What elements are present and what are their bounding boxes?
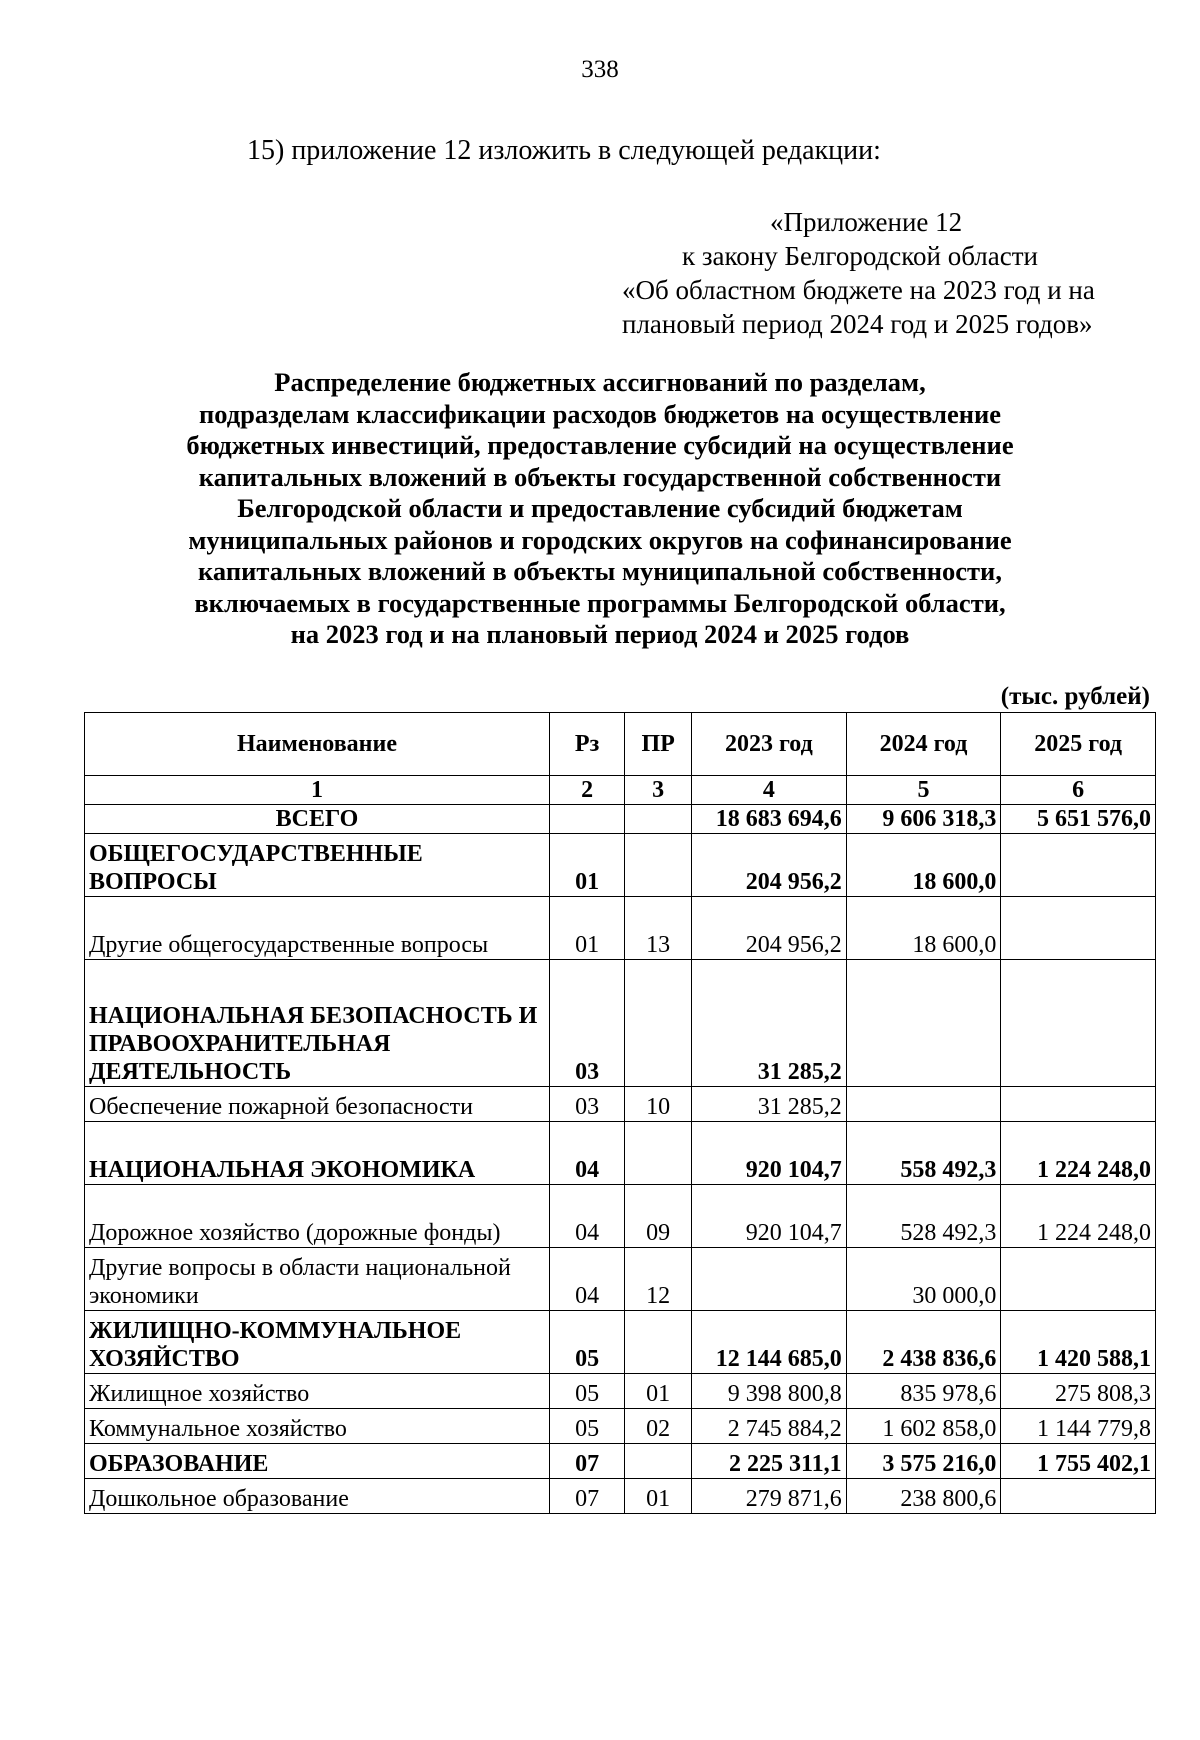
row-rz: 05 xyxy=(549,1374,624,1409)
table-row xyxy=(85,960,1156,1087)
row-value-2025 xyxy=(1001,1248,1156,1311)
row-value-2023: 204 956,2 xyxy=(692,834,847,897)
row-value-2024: 238 800,6 xyxy=(846,1479,1001,1514)
row-value-2025: 1 224 248,0 xyxy=(1001,1122,1156,1185)
row-value-2024 xyxy=(846,960,1001,1087)
title-line: подразделам классификации расходов бюджетов на осуществление xyxy=(198,398,1002,429)
row-pr xyxy=(625,805,692,834)
row-value-2025: 1 420 588,1 xyxy=(1001,1311,1156,1374)
row-pr: 01 xyxy=(625,1374,692,1409)
row-rz: 07 xyxy=(549,1479,624,1514)
appendix-line: «Об областном бюджете на 2023 год и на xyxy=(622,275,1095,305)
row-name: ОБЩЕГОСУДАРСТВЕННЫЕ ВОПРОСЫ xyxy=(85,834,550,897)
row-value-2025 xyxy=(1001,1087,1156,1122)
title-line: Распределение бюджетных ассигнований по разделам, xyxy=(274,367,926,397)
row-value-2025 xyxy=(1001,834,1156,897)
intro-text: 15) приложение 12 изложить в следующей редакции: xyxy=(247,135,881,166)
row-value-2023: 920 104,7 xyxy=(692,1185,847,1248)
row-value-2023: 204 956,2 xyxy=(692,897,847,960)
index-cell: 3 xyxy=(625,776,692,805)
header-pr: ПР xyxy=(625,713,692,776)
document-title xyxy=(160,367,1040,651)
table-row xyxy=(85,1248,1156,1311)
table-row xyxy=(85,1087,1156,1122)
row-pr: 02 xyxy=(625,1409,692,1444)
row-rz: 07 xyxy=(549,1444,624,1479)
row-value-2025 xyxy=(1001,1479,1156,1514)
row-pr xyxy=(625,960,692,1087)
row-value-2024: 18 600,0 xyxy=(846,897,1001,960)
appendix-line: к закону Белгородской области xyxy=(682,241,1038,271)
row-value-2023: 2 225 311,1 xyxy=(692,1444,847,1479)
row-name: Дошкольное образование xyxy=(85,1479,550,1514)
title-line: Белгородской области и предоставление субсидий бюджетам xyxy=(237,493,963,523)
row-name: Дорожное хозяйство (дорожные фонды) xyxy=(85,1185,550,1248)
table-row xyxy=(85,897,1156,960)
row-value-2023: 18 683 694,6 xyxy=(692,805,847,834)
row-value-2024: 558 492,3 xyxy=(846,1122,1001,1185)
row-value-2023: 31 285,2 xyxy=(692,1087,847,1122)
row-value-2025: 1 224 248,0 xyxy=(1001,1185,1156,1248)
table-row xyxy=(85,1185,1156,1248)
row-value-2023: 9 398 800,8 xyxy=(692,1374,847,1409)
row-value-2023: 31 285,2 xyxy=(692,960,847,1087)
header-rz: Рз xyxy=(549,713,624,776)
row-value-2025: 1 144 779,8 xyxy=(1001,1409,1156,1444)
row-rz: 05 xyxy=(549,1311,624,1374)
row-name: Жилищное хозяйство xyxy=(85,1374,550,1409)
title-line: на 2023 год и на плановый период 2024 и 2025 годов xyxy=(290,619,910,649)
row-name: ОБРАЗОВАНИЕ xyxy=(85,1444,550,1479)
row-value-2024: 2 438 836,6 xyxy=(846,1311,1001,1374)
row-value-2024: 30 000,0 xyxy=(846,1248,1001,1311)
table-row xyxy=(85,1444,1156,1479)
row-value-2025 xyxy=(1001,960,1156,1087)
row-rz: 01 xyxy=(549,834,624,897)
row-value-2023: 12 144 685,0 xyxy=(692,1311,847,1374)
header-name: Наименование xyxy=(85,713,550,776)
row-rz: 04 xyxy=(549,1248,624,1311)
row-name: НАЦИОНАЛЬНАЯ ЭКОНОМИКА xyxy=(85,1122,550,1185)
table-row xyxy=(85,834,1156,897)
row-rz: 01 xyxy=(549,897,624,960)
row-rz: 03 xyxy=(549,960,624,1087)
row-rz: 04 xyxy=(549,1122,624,1185)
row-value-2024: 9 606 318,3 xyxy=(846,805,1001,834)
page-number: 338 xyxy=(581,56,619,83)
row-pr xyxy=(625,1311,692,1374)
row-pr: 01 xyxy=(625,1479,692,1514)
row-pr xyxy=(625,1444,692,1479)
row-name: ЖИЛИЩНО-КОММУНАЛЬНОЕ ХОЗЯЙСТВО xyxy=(85,1311,550,1374)
row-name: Коммунальное хозяйство xyxy=(85,1409,550,1444)
row-rz: 03 xyxy=(549,1087,624,1122)
row-pr: 12 xyxy=(625,1248,692,1311)
table-row xyxy=(85,1409,1156,1444)
title-line: капитальных вложений в объекты государственной собственности xyxy=(198,461,1002,492)
title-line: включаемых в государственные программы Белгородской области, xyxy=(194,587,1006,618)
row-rz xyxy=(549,805,624,834)
row-pr: 09 xyxy=(625,1185,692,1248)
row-value-2024: 835 978,6 xyxy=(846,1374,1001,1409)
index-row xyxy=(85,776,1156,805)
budget-table xyxy=(84,712,1156,1514)
row-value-2023: 2 745 884,2 xyxy=(692,1409,847,1444)
table-row xyxy=(85,805,1156,834)
row-name: Другие общегосударственные вопросы xyxy=(85,897,550,960)
row-value-2024: 18 600,0 xyxy=(846,834,1001,897)
row-value-2024 xyxy=(846,1087,1001,1122)
row-name: Обеспечение пожарной безопасности xyxy=(85,1087,550,1122)
index-cell: 4 xyxy=(692,776,847,805)
row-value-2023: 279 871,6 xyxy=(692,1479,847,1514)
header-row xyxy=(85,713,1156,776)
appendix-reference xyxy=(600,205,1120,341)
row-value-2025 xyxy=(1001,897,1156,960)
row-rz: 05 xyxy=(549,1409,624,1444)
row-pr xyxy=(625,834,692,897)
title-line: бюджетных инвестиций, предоставление субсидий на осуществление xyxy=(186,430,1014,460)
row-value-2023: 920 104,7 xyxy=(692,1122,847,1185)
row-value-2024: 3 575 216,0 xyxy=(846,1444,1001,1479)
index-cell: 5 xyxy=(846,776,1001,805)
row-name: НАЦИОНАЛЬНАЯ БЕЗОПАСНОСТЬ И ПРАВООХРАНИТЕЛЬНАЯ ДЕЯТЕЛЬНОСТЬ xyxy=(85,960,550,1087)
row-value-2025: 5 651 576,0 xyxy=(1001,805,1156,834)
row-value-2023 xyxy=(692,1248,847,1311)
table-row xyxy=(85,1479,1156,1514)
row-rz: 04 xyxy=(549,1185,624,1248)
appendix-line: «Приложение 12 xyxy=(770,207,963,237)
row-name: ВСЕГО xyxy=(85,805,550,834)
row-value-2024: 1 602 858,0 xyxy=(846,1409,1001,1444)
header-2025: 2025 год xyxy=(1001,713,1156,776)
table-row xyxy=(85,1311,1156,1374)
index-cell: 6 xyxy=(1001,776,1156,805)
row-value-2025: 1 755 402,1 xyxy=(1001,1444,1156,1479)
header-2023: 2023 год xyxy=(692,713,847,776)
index-cell: 1 xyxy=(85,776,550,805)
row-pr: 13 xyxy=(625,897,692,960)
table-row xyxy=(85,1374,1156,1409)
units-label: (тыс. рублей) xyxy=(1000,683,1150,710)
header-2024: 2024 год xyxy=(846,713,1001,776)
row-value-2025: 275 808,3 xyxy=(1001,1374,1156,1409)
title-line: капитальных вложений в объекты муниципальной собственности, xyxy=(198,556,1002,586)
appendix-line: плановый период 2024 год и 2025 годов» xyxy=(622,309,1093,339)
row-name: Другие вопросы в области национальной экономики xyxy=(85,1248,550,1311)
index-cell: 2 xyxy=(549,776,624,805)
row-pr xyxy=(625,1122,692,1185)
table-row xyxy=(85,1122,1156,1185)
row-value-2024: 528 492,3 xyxy=(846,1185,1001,1248)
title-line: муниципальных районов и городских округов на софинансирование xyxy=(188,524,1012,555)
row-pr: 10 xyxy=(625,1087,692,1122)
